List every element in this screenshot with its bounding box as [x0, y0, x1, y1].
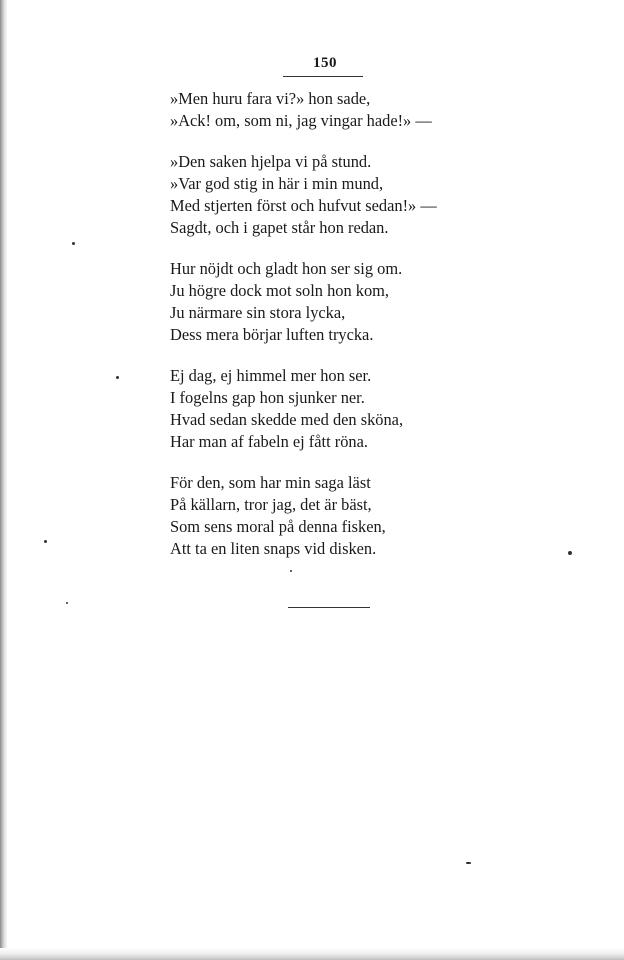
poem-line: »Men huru fara vi?» hon sade, — [170, 89, 371, 108]
poem-line: I fogelns gap hon sjunker ner. — [170, 388, 365, 407]
page-binding-edge — [0, 0, 7, 960]
footer-rule — [288, 607, 370, 608]
stanza-5 — [170, 472, 510, 560]
poem-line: »Var god stig in här i min mund, — [170, 174, 384, 193]
poem-line: Att ta en liten snaps vid disken. — [170, 539, 377, 558]
poem-line: Ju högre dock mot soln hon kom, — [170, 281, 389, 300]
stanza-1 — [170, 88, 510, 132]
poem-line: Som sens moral på denna fisken, — [170, 517, 386, 536]
page-number: 150 — [313, 55, 337, 71]
poem-line: Dess mera börjar luften trycka. — [170, 325, 374, 344]
poem-line: För den, som har min saga läst — [170, 473, 371, 492]
stanza-2 — [170, 151, 510, 239]
poem-line: Hur nöjdt och gladt hon ser sig om. — [170, 259, 403, 278]
ink-speck — [290, 570, 292, 572]
stanza-4 — [170, 365, 510, 453]
ink-speck — [568, 551, 572, 555]
poem-line: Med stjerten först och hufvut sedan!» — — [170, 196, 437, 215]
ink-speck — [66, 602, 68, 604]
poem-line: »Ack! om, som ni, jag vingar hade!» — — [170, 111, 432, 130]
poem — [170, 88, 510, 579]
stanza-3 — [170, 258, 510, 346]
poem-line: Har man af fabeln ej fått röna. — [170, 432, 368, 451]
poem-line: Ju närmare sin stora lycka, — [170, 303, 346, 322]
poem-line: På källarn, tror jag, det är bäst, — [170, 495, 372, 514]
ink-speck — [72, 242, 75, 245]
ink-speck — [116, 376, 119, 379]
ink-speck — [466, 862, 471, 864]
ink-speck — [44, 540, 47, 543]
poem-line: Ej dag, ej himmel mer hon ser. — [170, 366, 372, 385]
poem-line: Hvad sedan skedde med den sköna, — [170, 410, 404, 429]
page-bottom-edge — [0, 948, 624, 960]
header-rule — [283, 76, 363, 77]
poem-line: »Den saken hjelpa vi på stund. — [170, 152, 372, 171]
poem-line: Sagdt, och i gapet står hon redan. — [170, 218, 389, 237]
